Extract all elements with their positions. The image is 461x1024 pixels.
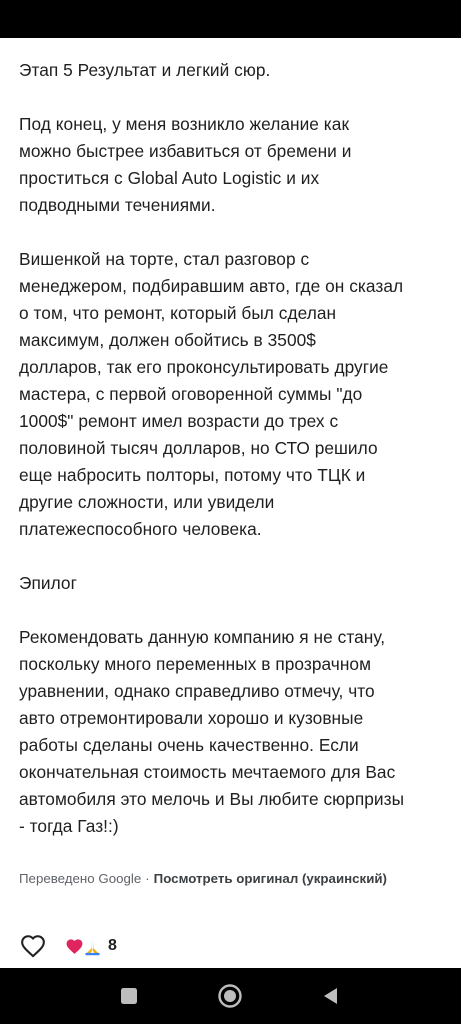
review-heading: Этап 5 Результат и легкий сюр. [19,60,271,80]
reaction-count: 8 [108,937,117,954]
like-button[interactable] [19,932,47,960]
review-paragraph: Вишенкой на торте, стал разговор с менеджером, подбиравшим авто, где он сказал о том, что ремонт, который был сделан максимум, должен обойтись в 3500$ долларов, так его проконсультировать другие мастера, с первой оговоренной суммы "до 1000$" ремонт имел возрасти до трех с половиной тысяч долларов, но СТО решило еще набросить полторы, потому что ТЦК и другие сложности, или увидели платежеспособного человека. [19,249,404,539]
translated-by-label: Переведено Google [19,871,142,886]
status-bar [0,0,461,38]
see-original-link[interactable]: Посмотреть оригинал (украинский) [153,871,387,886]
translation-info [19,871,449,886]
reactions-summary[interactable] [65,937,117,956]
review-paragraph: Под конец, у меня возникло желание как можно быстрее избавиться от бремени и проститься с Global Auto Logistic и их подводными течениями. [19,114,352,215]
heart-outline-icon [20,934,46,958]
back-icon [321,986,341,1006]
home-button[interactable] [216,982,244,1010]
review-body [19,57,444,867]
back-button[interactable] [317,982,345,1010]
home-icon [217,983,243,1009]
separator-dot: · [145,871,150,886]
recent-apps-icon [120,987,138,1005]
review-paragraph: Рекомендовать данную компанию я не стану, поскольку много переменных в прозрачном уравнении, однако справедливо отмечу, что авто отремонтировали хорошо и кузовные работы сделаны очень качественно. Если окончательная стоимость мечтаемого для Вас автомобиля это мелочь и Вы любите сюрпризы - тогда Газ!:) [19,627,405,836]
navigation-bar [0,968,461,1024]
heart-emoji-icon [65,937,84,956]
recent-apps-button[interactable] [115,982,143,1010]
praying-hands-emoji-icon [83,937,102,956]
review-actions [19,930,117,962]
epilogue-heading: Эпилог [19,573,77,593]
